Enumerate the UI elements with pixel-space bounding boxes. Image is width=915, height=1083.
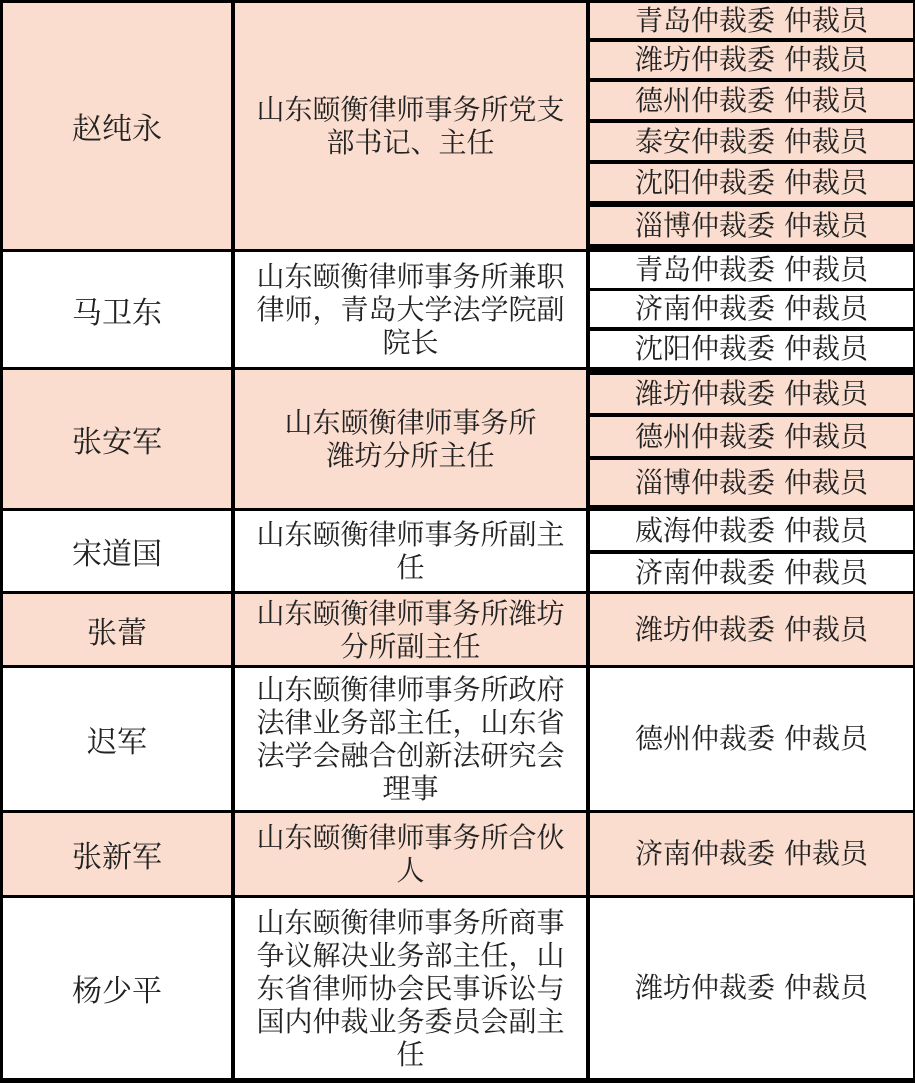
position-cell xyxy=(235,370,586,508)
arbitration-role: 潍坊仲裁委 仲裁员 xyxy=(590,594,913,665)
position-cell xyxy=(235,252,586,367)
position-line: 律师，青岛大学法学院副 xyxy=(256,293,565,326)
arbitration-role: 德州仲裁委 仲裁员 xyxy=(590,668,913,810)
arbitration-role: 淄博仲裁委 仲裁员 xyxy=(590,460,913,505)
person-name: 张蕾 xyxy=(87,615,147,651)
arbitration-role: 德州仲裁委 仲裁员 xyxy=(590,417,913,456)
arbitration-role: 威海仲裁委 仲裁员 xyxy=(590,511,913,550)
arbitration-role: 济南仲裁委 仲裁员 xyxy=(590,291,913,327)
person-name: 张安军 xyxy=(72,425,162,460)
name-cell xyxy=(3,370,231,508)
position-line: 山东颐衡律师事务所商事 xyxy=(256,905,565,939)
position-line: 山东颐衡律师事务所政府 xyxy=(256,673,565,706)
position-cell xyxy=(235,511,586,591)
position-line: 山东颐衡律师事务所兼职 xyxy=(256,260,565,293)
name-cell xyxy=(3,252,231,367)
arbitration-role: 潍坊仲裁委 仲裁员 xyxy=(590,42,913,78)
position-line: 潍坊分所主任 xyxy=(326,439,495,472)
name-cell xyxy=(3,668,231,810)
position-cell xyxy=(235,898,586,1078)
position-cell xyxy=(235,594,586,665)
name-cell xyxy=(3,813,231,895)
position-line: 法学会融合创新法研究会 xyxy=(256,739,565,772)
position-line: 争议解决业务部主任，山 xyxy=(256,938,565,972)
person-name: 迟军 xyxy=(87,725,147,760)
position-line: 山东颐衡律师事务所合伙 xyxy=(256,821,565,854)
position-line: 国内仲裁业务委员会副主 xyxy=(256,1004,565,1038)
position-line: 理事 xyxy=(382,772,439,805)
arbitration-role: 济南仲裁委 仲裁员 xyxy=(590,813,913,895)
person-name: 赵纯永 xyxy=(72,112,162,147)
name-cell xyxy=(3,3,231,249)
arbitration-role: 潍坊仲裁委 仲裁员 xyxy=(590,375,913,413)
position-line: 分所副主任 xyxy=(340,629,481,663)
person-name: 张新军 xyxy=(72,840,162,875)
arbitration-role: 沈阳仲裁委 仲裁员 xyxy=(590,164,913,201)
arbitration-role: 德州仲裁委 仲裁员 xyxy=(590,82,913,119)
arbitration-role: 青岛仲裁委 仲裁员 xyxy=(590,252,913,288)
position-line: 山东颐衡律师事务所 xyxy=(284,406,537,439)
arbitration-role: 泰安仲裁委 仲裁员 xyxy=(590,123,913,160)
arbitration-role: 沈阳仲裁委 仲裁员 xyxy=(590,331,913,367)
name-cell xyxy=(3,511,231,591)
arbitration-role: 淄博仲裁委 仲裁员 xyxy=(590,207,913,244)
position-cell xyxy=(235,3,586,249)
position-cell xyxy=(235,668,586,810)
position-cell xyxy=(235,813,586,895)
position-line: 任 xyxy=(396,551,425,584)
name-cell xyxy=(3,898,231,1078)
position-line: 山东颐衡律师事务所党支 xyxy=(256,93,565,126)
name-cell xyxy=(3,594,231,665)
position-line: 部书记、主任 xyxy=(326,126,495,159)
arbitration-role: 济南仲裁委 仲裁员 xyxy=(590,554,913,591)
arbitration-role: 潍坊仲裁委 仲裁员 xyxy=(590,898,913,1078)
arbitration-role: 青岛仲裁委 仲裁员 xyxy=(590,3,913,38)
position-line: 山东颐衡律师事务所副主 xyxy=(256,518,565,551)
position-line: 山东颐衡律师事务所潍坊 xyxy=(256,596,565,630)
position-line: 院长 xyxy=(382,326,439,359)
person-name: 杨少平 xyxy=(72,974,162,1009)
person-name: 马卫东 xyxy=(72,295,162,331)
position-line: 任 xyxy=(396,1037,425,1071)
position-line: 法律业务部主任，山东省 xyxy=(256,706,565,739)
position-line: 人 xyxy=(396,854,425,887)
person-name: 宋道国 xyxy=(72,537,162,572)
position-line: 东省律师协会民事诉讼与 xyxy=(256,971,565,1005)
